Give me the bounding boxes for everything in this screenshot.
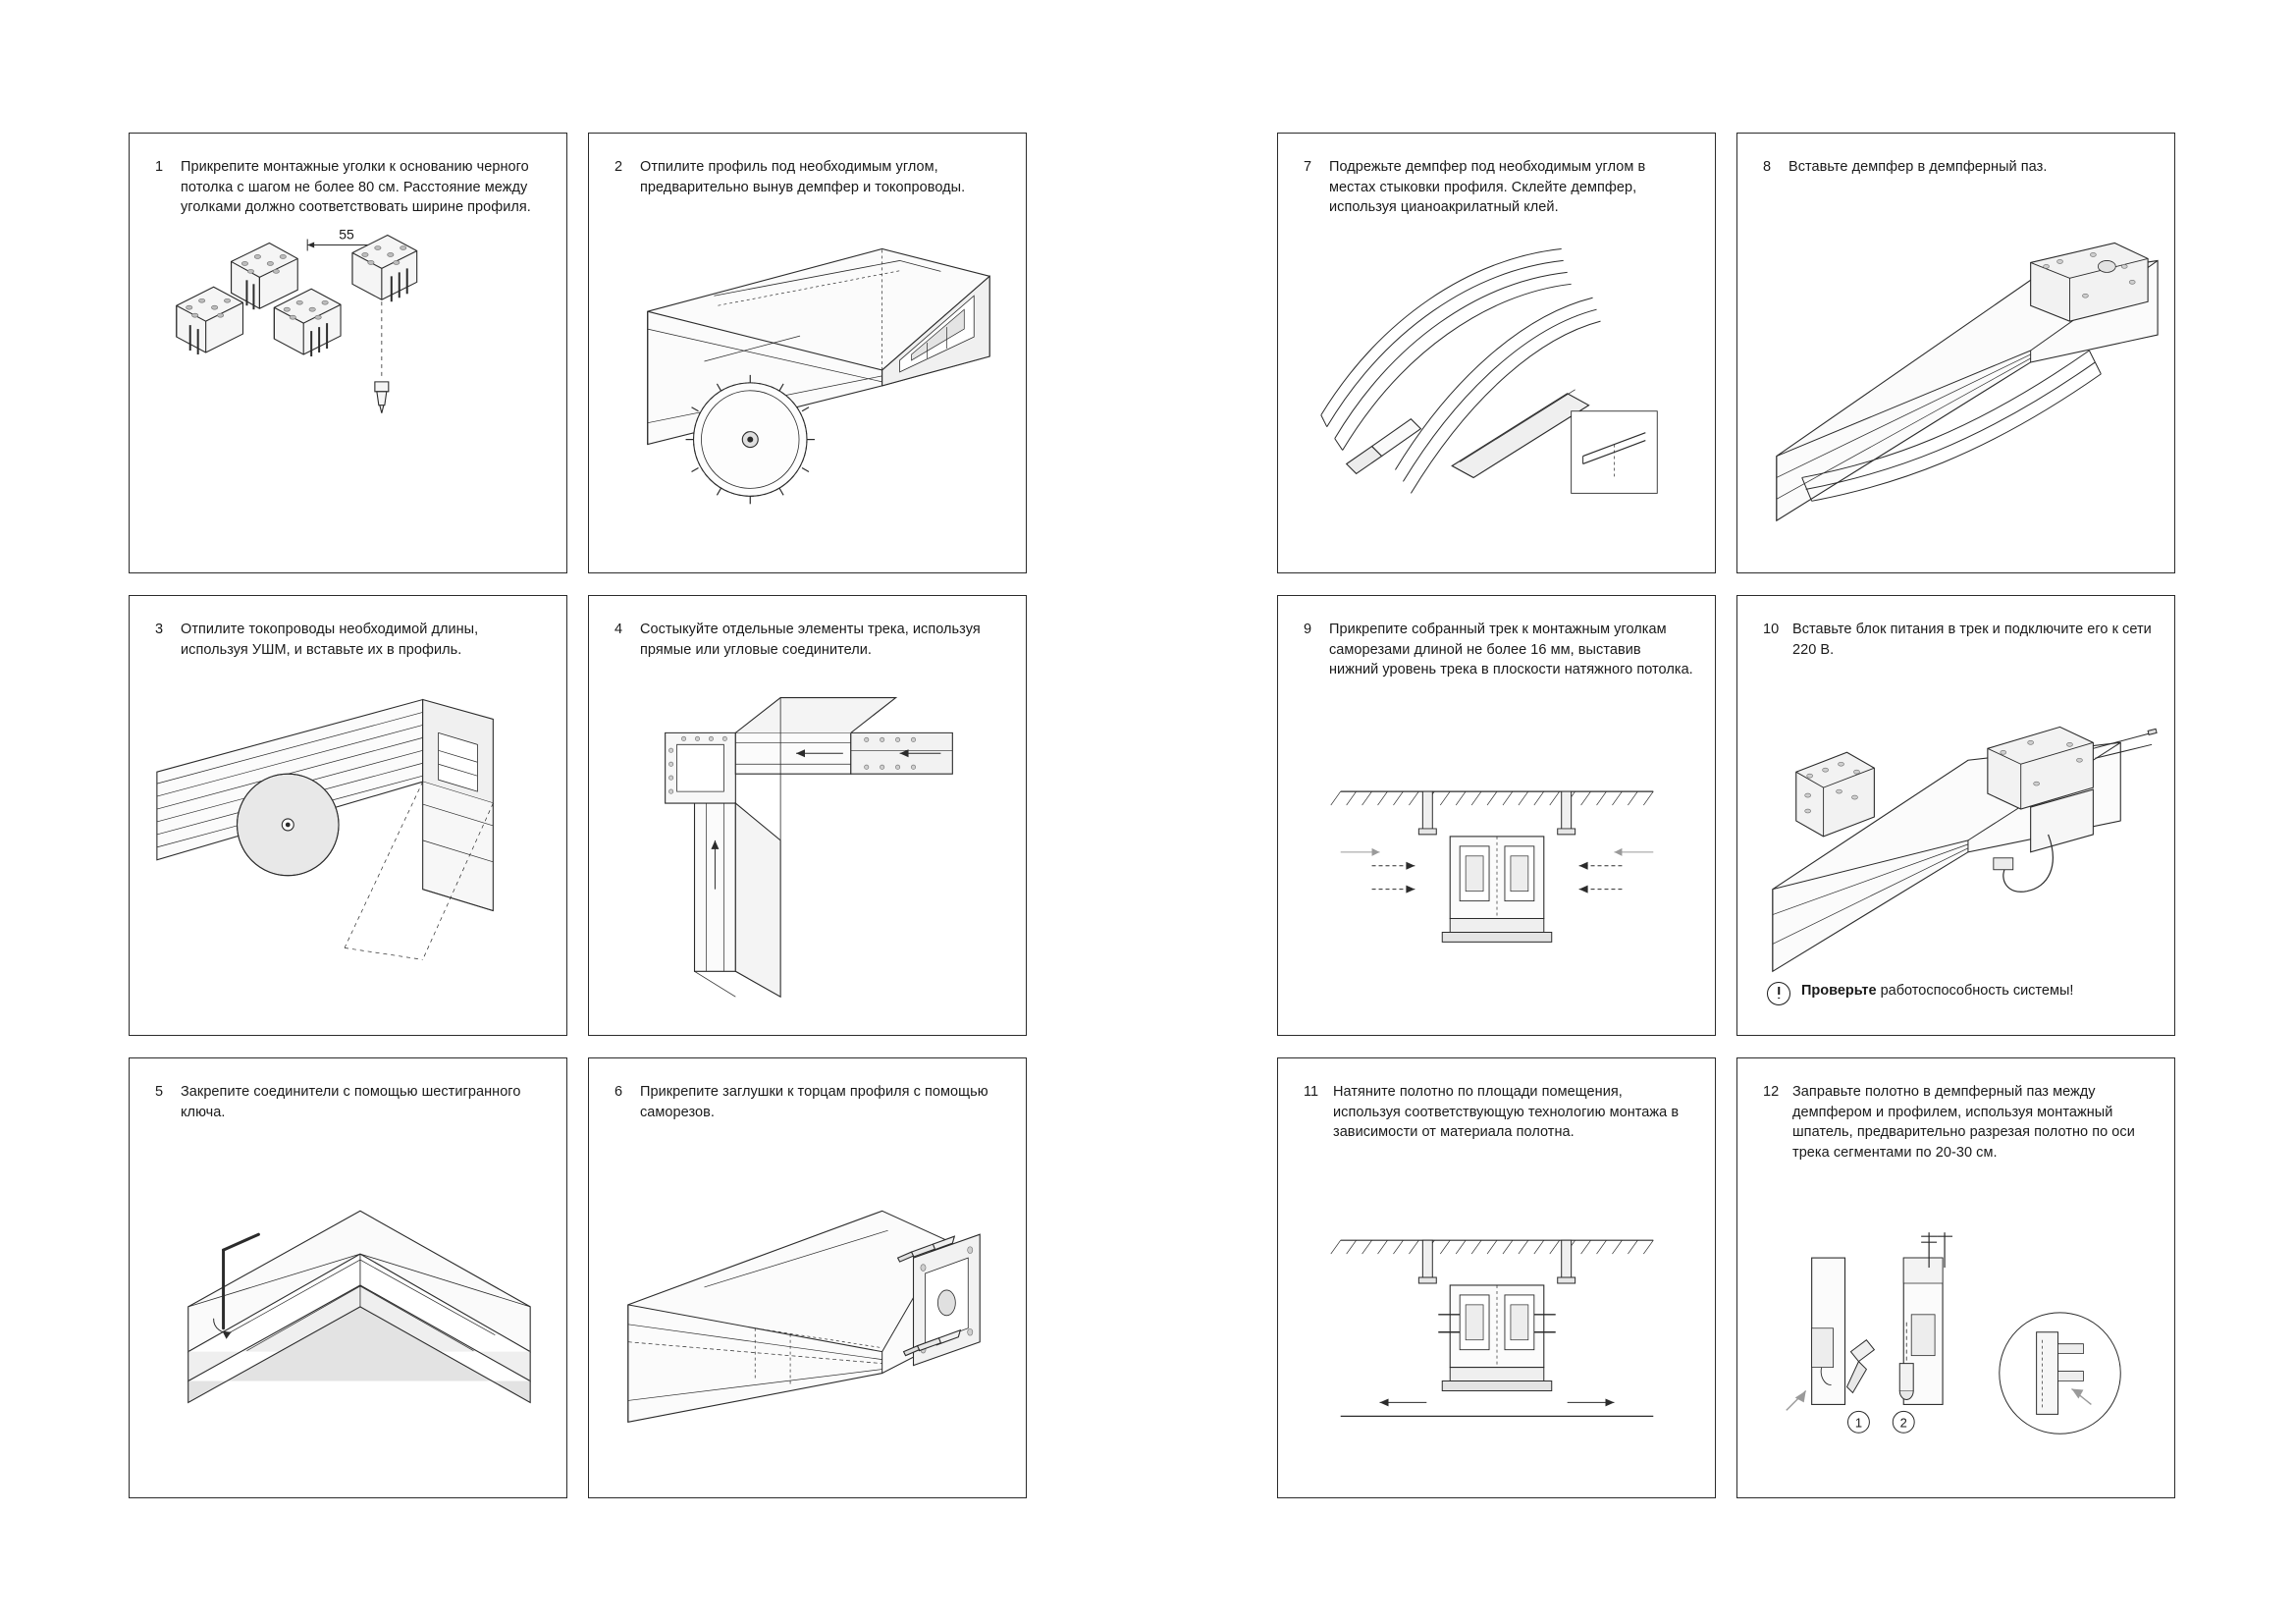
step-card-8 <box>1736 133 2175 573</box>
step-4-illustration <box>589 596 1026 1035</box>
step-12-text: Заправьте полотно в демпферный паз между демпфером и профилем, используя монтажный шпатель, предварительно разрезая полотно по оси трека сегментами по 20-30 см. <box>1792 1084 2135 1161</box>
step-6-text: Прикрепите заглушки к торцам профиля с помощью саморезов. <box>640 1084 988 1120</box>
step-9-text: Прикрепите собранный трек к монтажным уголкам саморезами длиной не более 16 мм, выставив нижний уровень трека в плоскости натяжного потолка. <box>1329 622 1693 677</box>
step-6-number: 6 <box>614 1084 623 1100</box>
check-note-bold: Проверьте <box>1801 983 1877 999</box>
step-card-12 <box>1736 1057 2175 1498</box>
step-12-number: 12 <box>1763 1084 1780 1100</box>
step-card-3 <box>129 595 567 1036</box>
step-10-text: Вставьте блок питания в трек и подключите его к сети 220 В. <box>1792 622 2152 658</box>
step-8-illustration <box>1737 134 2174 572</box>
step-3-text: Отпилите токопроводы необходимой длины, используя УШМ, и вставьте их в профиль. <box>181 622 479 658</box>
step-card-9 <box>1277 595 1716 1036</box>
step-11-text: Натяните полотно по площади помещения, используя соответствующую технологию монтажа в зависимости от материала полотна. <box>1333 1084 1680 1140</box>
step-card-6 <box>588 1057 1027 1498</box>
check-note <box>1767 981 2149 1005</box>
step-1-number: 1 <box>155 159 164 175</box>
step-6-illustration <box>589 1058 1026 1497</box>
step-10-illustration <box>1737 596 2174 1035</box>
step-1-text: Прикрепите монтажные уголки к основанию черного потолка с шагом не более 80 см. Расстояние между уголками должно соответствовать ширине профиля. <box>181 159 531 215</box>
step-card-2 <box>588 133 1027 573</box>
page-right <box>1148 0 2296 1624</box>
step-11-number: 11 <box>1304 1084 1319 1100</box>
step-8-text: Вставьте демпфер в демпферный паз. <box>1789 159 2048 175</box>
step-5-illustration <box>130 1058 566 1497</box>
step-card-11 <box>1277 1057 1716 1498</box>
step-5-text: Закрепите соединители с помощью шестигранного ключа. <box>181 1084 521 1120</box>
step-2-illustration <box>589 134 1026 572</box>
step-9-illustration <box>1278 596 1715 1035</box>
step-4-number: 4 <box>614 622 623 637</box>
step-3-illustration <box>130 596 566 1035</box>
step-8-number: 8 <box>1763 159 1772 175</box>
step-card-4 <box>588 595 1027 1036</box>
check-note-text <box>1801 981 2073 1001</box>
step-card-5 <box>129 1057 567 1498</box>
step-card-10 <box>1736 595 2175 1036</box>
step-card-1 <box>129 133 567 573</box>
svg-text:2: 2 <box>1899 1415 1907 1431</box>
step-7-text: Подрежьте демпфер под необходимым углом в местах стыковки профиля. Склейте демпфер, используя цианоакрилатный клей. <box>1329 159 1646 215</box>
step-2-text: Отпилите профиль под необходимым углом, предварительно вынув демпфер и токопроводы. <box>640 159 966 195</box>
step-10-number: 10 <box>1763 622 1780 637</box>
step-card-7 <box>1277 133 1716 573</box>
steps-grid-right <box>1277 133 2175 1498</box>
step-5-number: 5 <box>155 1084 164 1100</box>
step-3-number: 3 <box>155 622 164 637</box>
steps-grid-left <box>129 133 1027 1498</box>
step-9-number: 9 <box>1304 622 1312 637</box>
step-2-number: 2 <box>614 159 623 175</box>
step-4-text: Состыкуйте отдельные элементы трека, используя прямые или угловые соединители. <box>640 622 981 658</box>
step-12-illustration <box>1737 1058 2174 1497</box>
svg-text:55: 55 <box>339 226 354 243</box>
step-7-number: 7 <box>1304 159 1312 175</box>
warning-icon <box>1767 982 1790 1005</box>
step-1-illustration <box>130 134 566 572</box>
step-7-illustration <box>1278 134 1715 572</box>
check-note-rest: работоспособность системы! <box>1876 983 2074 999</box>
svg-text:1: 1 <box>1854 1415 1863 1431</box>
step-11-illustration <box>1278 1058 1715 1497</box>
